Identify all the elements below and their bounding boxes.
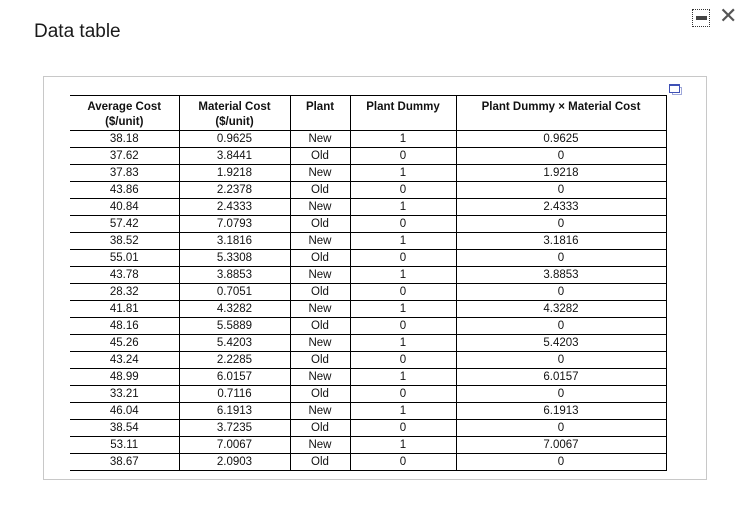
cell-average-cost: 46.04 [70,403,179,420]
cell-plant-dummy: 1 [350,199,456,216]
cell-material-cost: 5.3308 [179,250,290,267]
cell-plant-dummy: 1 [350,335,456,352]
cell-dummy-x-material-cost: 0 [456,182,666,199]
cell-plant-dummy: 0 [350,352,456,369]
cell-plant: Old [290,318,350,335]
cell-material-cost: 6.1913 [179,403,290,420]
cell-plant-dummy: 0 [350,318,456,335]
cell-dummy-x-material-cost: 0 [456,148,666,165]
cell-average-cost: 37.83 [70,165,179,182]
table-row [70,318,666,335]
cell-average-cost: 57.42 [70,216,179,233]
table-row [70,233,666,250]
table-row [70,199,666,216]
cell-material-cost: 5.5889 [179,318,290,335]
cell-dummy-x-material-cost: 1.9218 [456,165,666,182]
cell-average-cost: 48.16 [70,318,179,335]
table-row [70,267,666,284]
table-row [70,386,666,403]
cell-average-cost: 40.84 [70,199,179,216]
cell-material-cost: 1.9218 [179,165,290,182]
cell-material-cost: 0.9625 [179,131,290,148]
cell-dummy-x-material-cost: 0 [456,454,666,471]
cell-plant-dummy: 0 [350,420,456,437]
cell-average-cost: 41.81 [70,301,179,318]
header-line: ($/unit) [105,116,144,128]
table-row [70,284,666,301]
cell-material-cost: 0.7116 [179,386,290,403]
table-row [70,182,666,199]
cell-material-cost: 7.0793 [179,216,290,233]
cell-average-cost: 48.99 [70,369,179,386]
header-plant-dummy [350,96,456,131]
cell-plant: New [290,301,350,318]
dialog-title: Data table [34,21,121,42]
cell-average-cost: 37.62 [70,148,179,165]
cell-material-cost: 2.0903 [179,454,290,471]
cell-plant-dummy: 1 [350,301,456,318]
table-row [70,437,666,454]
cell-plant: Old [290,182,350,199]
cell-plant: New [290,369,350,386]
cell-dummy-x-material-cost: 0 [456,284,666,301]
header-line: Plant Dummy × Material Cost [481,101,641,113]
cell-plant: New [290,165,350,182]
cell-material-cost: 4.3282 [179,301,290,318]
cell-dummy-x-material-cost: 3.1816 [456,233,666,250]
cell-plant: New [290,437,350,454]
cell-plant-dummy: 0 [350,284,456,301]
cell-dummy-x-material-cost: 4.3282 [456,301,666,318]
cell-dummy-x-material-cost: 2.4333 [456,199,666,216]
header-line: Material Cost [198,101,271,113]
cell-plant-dummy: 0 [350,454,456,471]
cell-plant: Old [290,454,350,471]
table-row [70,216,666,233]
cell-dummy-x-material-cost: 0 [456,386,666,403]
cell-material-cost: 5.4203 [179,335,290,352]
cell-plant-dummy: 1 [350,233,456,250]
table-row [70,420,666,437]
cell-material-cost: 3.1816 [179,233,290,250]
cell-dummy-x-material-cost: 7.0067 [456,437,666,454]
cell-plant: Old [290,250,350,267]
cell-average-cost: 28.32 [70,284,179,301]
cell-plant-dummy: 0 [350,386,456,403]
header-material-cost [179,96,290,131]
table-row [70,301,666,318]
cell-plant: New [290,233,350,250]
cell-dummy-x-material-cost: 0 [456,420,666,437]
cell-plant: Old [290,284,350,301]
cell-average-cost: 38.54 [70,420,179,437]
cell-dummy-x-material-cost: 0 [456,216,666,233]
cell-plant: Old [290,420,350,437]
cell-average-cost: 55.01 [70,250,179,267]
cell-plant: New [290,131,350,148]
cell-material-cost: 0.7051 [179,284,290,301]
cell-plant-dummy: 1 [350,267,456,284]
cell-plant-dummy: 0 [350,216,456,233]
header-line: Plant Dummy [366,101,440,113]
table-header-row [70,96,666,131]
table-row [70,352,666,369]
cell-plant-dummy: 1 [350,403,456,420]
cell-plant-dummy: 0 [350,182,456,199]
cell-average-cost: 43.24 [70,352,179,369]
cell-average-cost: 38.67 [70,454,179,471]
cell-material-cost: 2.2378 [179,182,290,199]
table-row [70,165,666,182]
cell-material-cost: 3.8441 [179,148,290,165]
header-line: Plant [305,101,335,113]
cell-plant: New [290,267,350,284]
cell-material-cost: 3.8853 [179,267,290,284]
header-line: Average Cost [87,101,162,113]
header-line: ($/unit) [215,116,254,128]
table-row [70,131,666,148]
cell-plant: New [290,403,350,420]
cell-material-cost: 7.0067 [179,437,290,454]
minimize-icon[interactable] [692,9,710,27]
popout-icon[interactable] [669,84,681,94]
table-row [70,250,666,267]
cell-material-cost: 6.0157 [179,369,290,386]
cell-plant: Old [290,216,350,233]
cell-average-cost: 53.11 [70,437,179,454]
cell-plant-dummy: 1 [350,131,456,148]
cell-average-cost: 38.18 [70,131,179,148]
table-row [70,369,666,386]
close-icon[interactable]: ✕ [719,3,738,28]
cell-plant-dummy: 1 [350,165,456,182]
cell-average-cost: 45.26 [70,335,179,352]
header-plant [290,96,350,131]
cell-average-cost: 43.78 [70,267,179,284]
cell-average-cost: 33.21 [70,386,179,403]
cell-average-cost: 43.86 [70,182,179,199]
table-row [70,454,666,471]
cell-dummy-x-material-cost: 0 [456,318,666,335]
cell-plant-dummy: 0 [350,148,456,165]
cell-plant-dummy: 1 [350,437,456,454]
cell-average-cost: 38.52 [70,233,179,250]
table-row [70,403,666,420]
data-table [70,95,667,471]
cell-material-cost: 2.4333 [179,199,290,216]
cell-plant: New [290,199,350,216]
table-row [70,335,666,352]
cell-plant-dummy: 1 [350,369,456,386]
cell-dummy-x-material-cost: 6.1913 [456,403,666,420]
header-dummy-x-material-cost [456,96,666,131]
cell-plant: Old [290,148,350,165]
cell-material-cost: 3.7235 [179,420,290,437]
cell-plant: Old [290,386,350,403]
cell-dummy-x-material-cost: 3.8853 [456,267,666,284]
cell-plant: Old [290,352,350,369]
cell-dummy-x-material-cost: 0.9625 [456,131,666,148]
cell-dummy-x-material-cost: 0 [456,352,666,369]
cell-dummy-x-material-cost: 5.4203 [456,335,666,352]
table-row [70,148,666,165]
cell-dummy-x-material-cost: 0 [456,250,666,267]
cell-material-cost: 2.2285 [179,352,290,369]
cell-plant: New [290,335,350,352]
cell-plant-dummy: 0 [350,250,456,267]
cell-dummy-x-material-cost: 6.0157 [456,369,666,386]
header-average-cost [70,96,179,131]
